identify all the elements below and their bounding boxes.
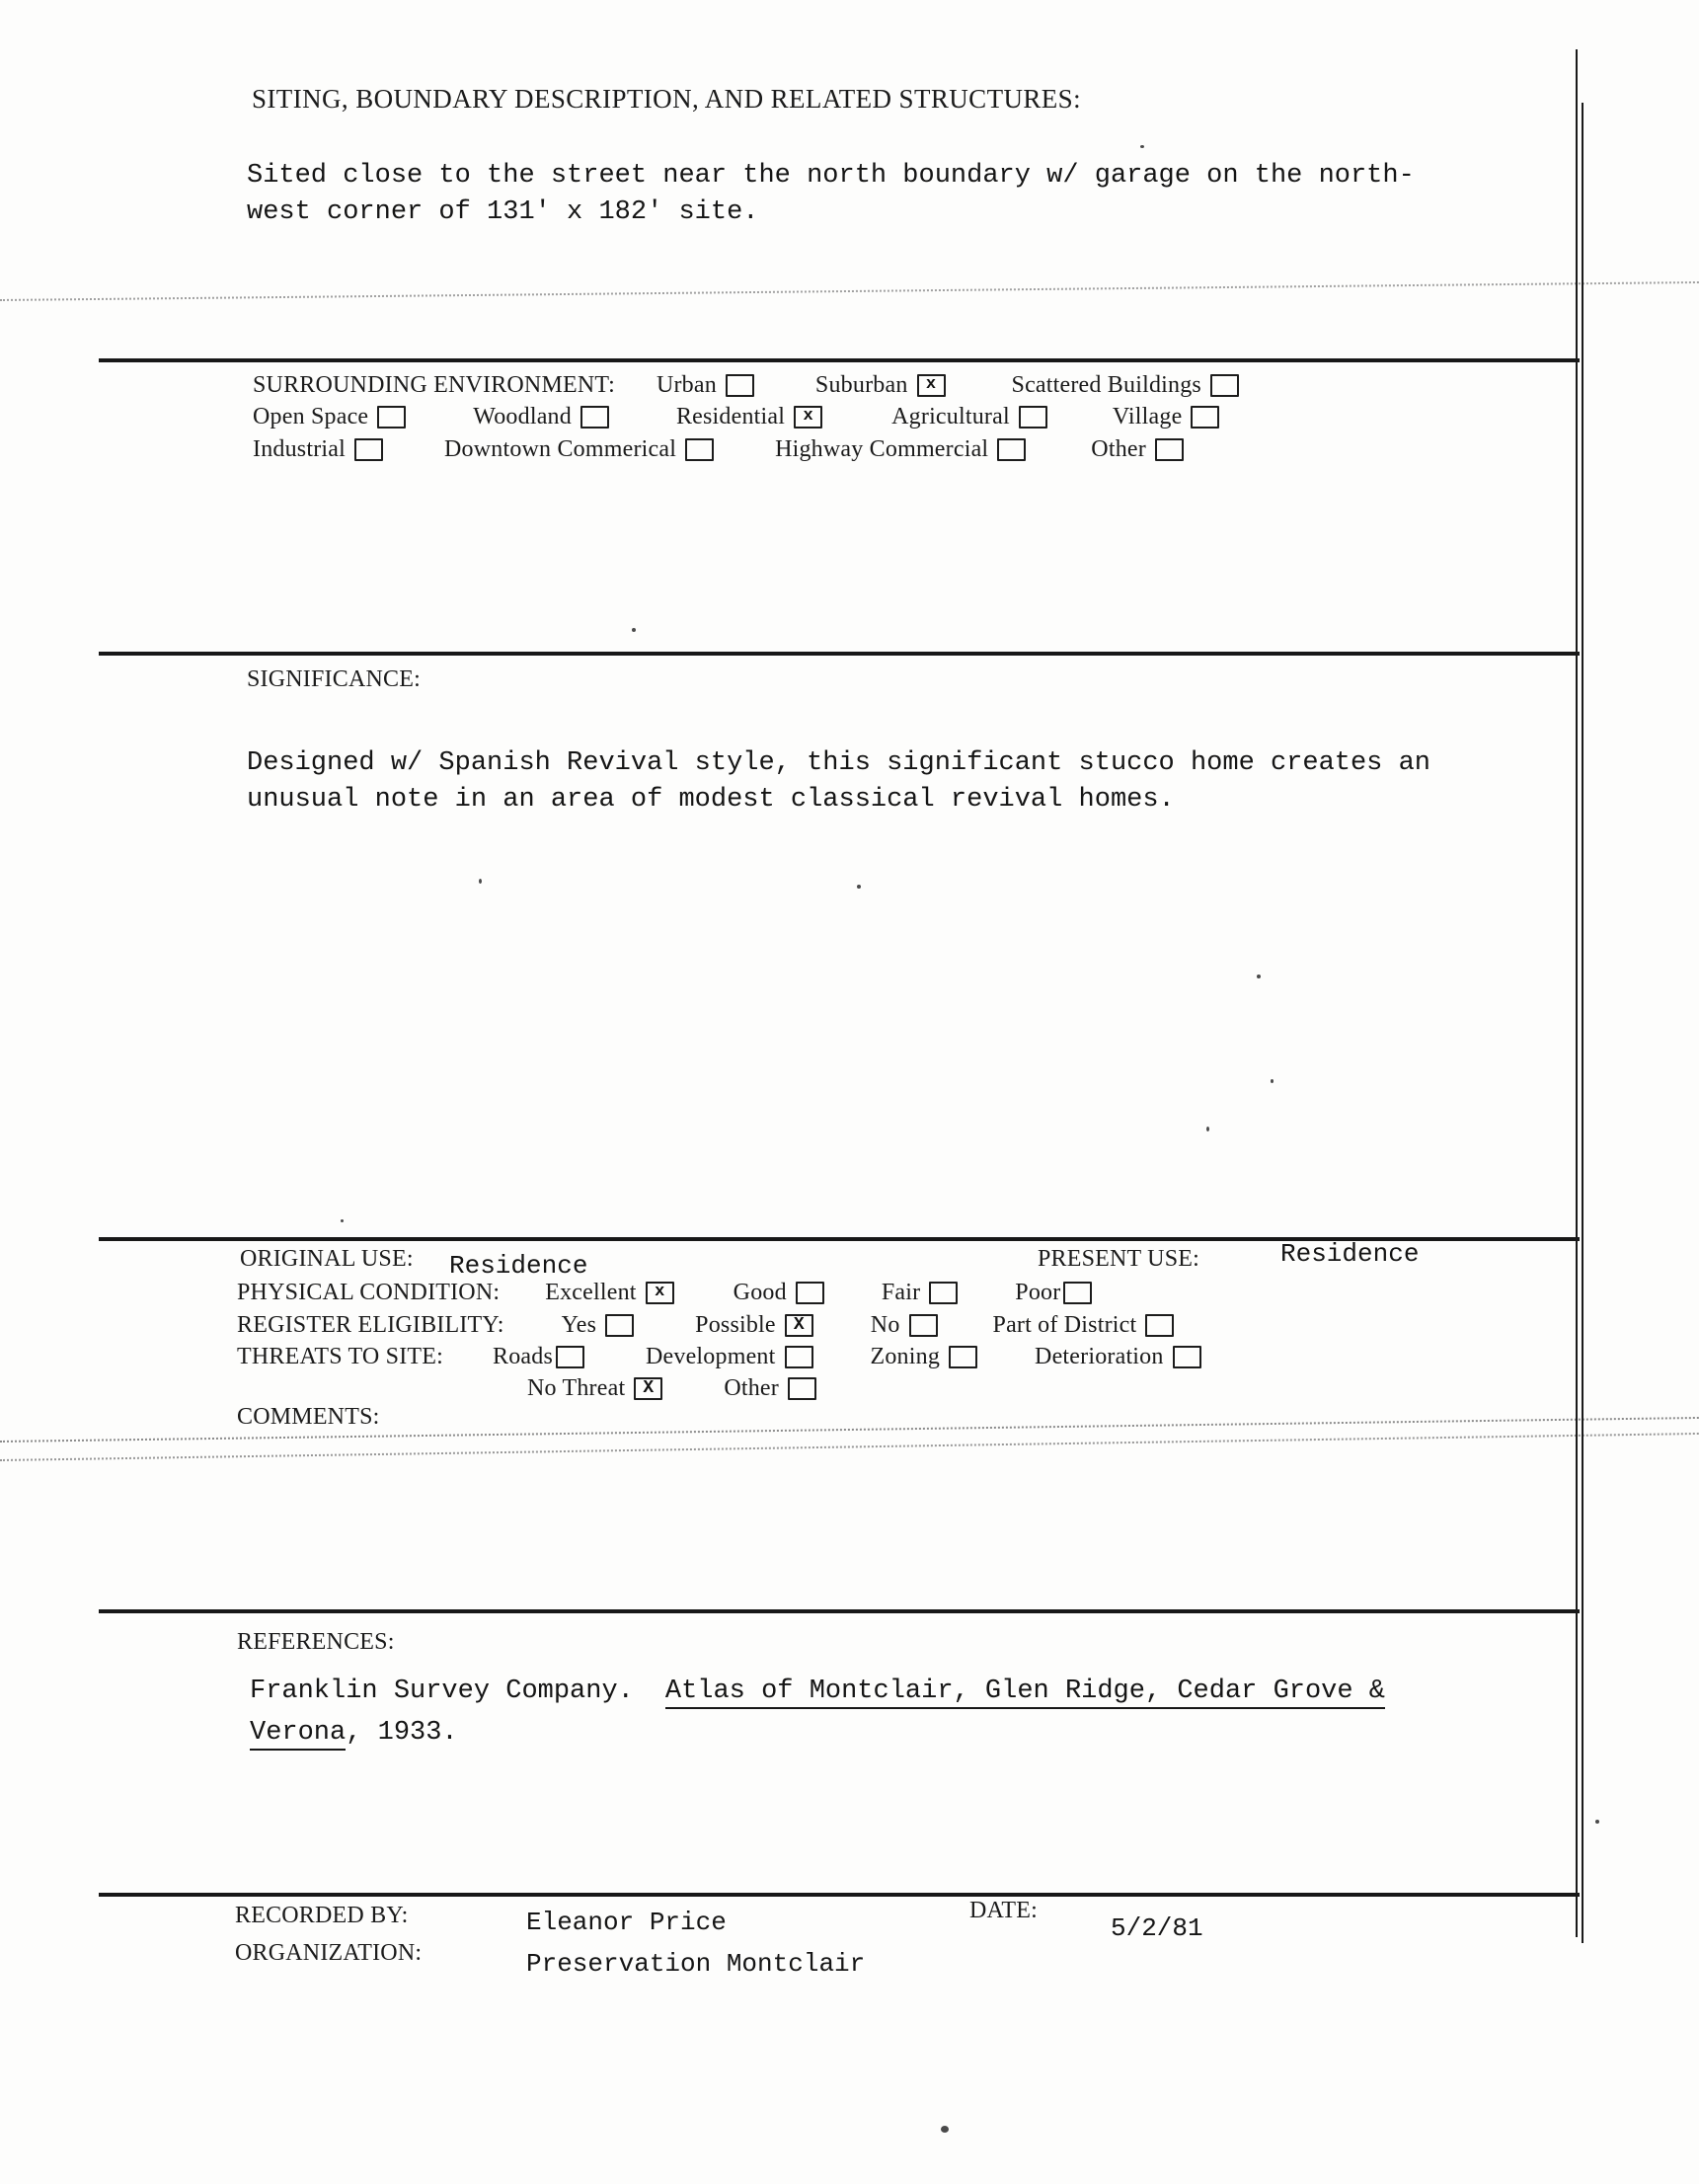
scan-speck [479,879,482,884]
surrounding-environment-row3 [253,434,1184,464]
checkbox-village[interactable] [1191,406,1219,429]
date-value: 5/2/81 [1111,1913,1203,1943]
option-woodland-label: Woodland [473,403,572,429]
checkbox-suburban[interactable]: x [917,374,946,397]
option-residential [676,404,822,430]
checkbox-highway-commercial[interactable] [997,438,1026,461]
recorded-by-label: RECORDED BY: [235,1903,409,1928]
option-zoning [871,1344,978,1370]
surrounding-environment-row1 [253,370,1239,400]
option-roads [493,1344,584,1370]
scan-speck [857,885,861,889]
reference-author: Franklin Survey Company. [250,1677,634,1706]
option-good [734,1280,824,1306]
use-row [0,1239,1580,1282]
option-development [646,1344,813,1370]
reference-year: , 1933. [346,1718,458,1748]
option-excellent-label: Excellent [545,1279,637,1305]
scan-speck [341,1219,344,1222]
scan-speck [632,628,636,632]
section-divider [99,652,1580,656]
option-industrial [253,436,383,463]
option-no-label: No [870,1311,900,1338]
checkbox-industrial[interactable] [354,438,383,461]
option-deterioration-label: Deterioration [1035,1343,1164,1369]
threats-label: THREATS TO SITE: [237,1343,443,1369]
option-possible [695,1312,813,1339]
option-open-space [253,404,406,430]
significance-line2: unusual note in an area of modest classical revival homes. [247,785,1175,815]
reference-title-part2: Verona [250,1718,346,1751]
scan-speck [1271,1079,1274,1083]
scan-artifact-line [0,281,1699,301]
checkbox-fair[interactable] [929,1282,958,1304]
checkbox-downtown-commercial[interactable] [685,438,714,461]
scan-speck [1206,1127,1209,1131]
option-part-of-district [993,1312,1175,1339]
siting-description [247,158,1415,231]
option-yes [562,1312,635,1339]
option-development-label: Development [646,1343,776,1369]
option-agricultural [891,404,1047,430]
surrounding-environment-row2 [253,402,1219,431]
register-eligibility-label: REGISTER ELIGIBILITY: [237,1311,504,1338]
present-use-value: Residence [1280,1239,1420,1269]
option-environment-other-label: Other [1091,435,1146,462]
checkbox-part-of-district[interactable] [1145,1314,1174,1337]
surrounding-environment-label: SURROUNDING ENVIRONMENT: [253,371,615,398]
option-zoning-label: Zoning [870,1343,941,1369]
organization-value: Preservation Montclair [526,1949,866,1979]
checkbox-residential[interactable]: x [794,406,822,429]
option-residential-label: Residential [675,403,786,429]
option-suburban-label: Suburban [814,371,908,398]
option-no [871,1312,938,1339]
scan-speck [1257,975,1261,978]
siting-description-line2: west corner of 131' x 182' site. [247,197,759,227]
scan-speck [941,2126,949,2133]
significance-line1: Designed w/ Spanish Revival style, this significant stucco home creates an [247,748,1430,778]
option-excellent [545,1280,673,1306]
checkbox-yes[interactable] [605,1314,634,1337]
checkbox-no-threat[interactable]: X [634,1377,662,1400]
option-no-threat [527,1375,662,1402]
option-fair [882,1280,958,1306]
option-part-of-district-label: Part of District [992,1311,1137,1338]
checkbox-deterioration[interactable] [1173,1346,1201,1368]
option-yes-label: Yes [561,1311,597,1338]
references-label: REFERENCES: [237,1629,395,1655]
checkbox-roads[interactable] [556,1346,584,1368]
checkbox-agricultural[interactable] [1019,406,1047,429]
option-threat-other-label: Other [724,1374,779,1401]
recorded-by-value: Eleanor Price [526,1908,727,1937]
option-downtown-commercial-label: Downtown Commerical [443,435,677,462]
date-label: DATE: [969,1898,1038,1923]
checkbox-environment-other[interactable] [1155,438,1184,461]
option-scattered-buildings-label: Scattered Buildings [1011,371,1201,398]
option-highway-commercial-label: Highway Commercial [775,435,989,462]
option-open-space-label: Open Space [253,403,369,429]
checkbox-possible[interactable]: X [785,1314,813,1337]
section-divider [99,358,1580,362]
option-industrial-label: Industrial [253,435,346,462]
checkbox-excellent[interactable]: x [646,1282,674,1304]
option-possible-label: Possible [695,1311,776,1338]
option-village [1113,404,1220,430]
option-good-label: Good [733,1279,787,1305]
option-urban-label: Urban [656,371,717,398]
significance-label: SIGNIFICANCE: [247,666,421,692]
threats-row2 [527,1373,816,1403]
organization-label: ORGANIZATION: [235,1940,423,1966]
checkbox-good[interactable] [796,1282,824,1304]
physical-condition-row [237,1278,1092,1307]
option-village-label: Village [1112,403,1183,429]
option-deterioration [1035,1344,1201,1370]
option-highway-commercial [775,436,1026,463]
checkbox-no[interactable] [909,1314,938,1337]
checkbox-zoning[interactable] [949,1346,977,1368]
section-divider [99,1609,1580,1613]
page-edge-line [1576,49,1578,1937]
checkbox-woodland[interactable] [580,406,609,429]
page-edge-line [1582,103,1583,1943]
checkbox-poor[interactable] [1063,1282,1092,1304]
option-fair-label: Fair [881,1279,921,1305]
option-threat-other [724,1375,816,1402]
section-divider [99,1893,1580,1897]
option-poor [1015,1280,1092,1306]
reference-citation-line2 [250,1712,458,1754]
checkbox-development[interactable] [785,1346,813,1368]
option-downtown-commercial [444,436,714,463]
reference-title-part1: Atlas of Montclair, Glen Ridge, Cedar Grove & [665,1677,1385,1709]
comments-label: COMMENTS: [237,1404,380,1430]
option-environment-other [1091,436,1184,463]
scan-speck [1595,1820,1599,1824]
physical-condition-label: PHYSICAL CONDITION: [237,1279,501,1305]
significance-text [247,745,1430,819]
reference-citation-line1 [250,1671,1385,1712]
option-roads-label: Roads [493,1343,553,1369]
siting-section-heading: SITING, BOUNDARY DESCRIPTION, AND RELATED STRUCTURES: [252,84,1081,114]
original-use-value: Residence [449,1251,588,1281]
scan-speck [1140,145,1144,148]
present-use-label: PRESENT USE: [1038,1246,1199,1272]
original-use-label: ORIGINAL USE: [240,1246,414,1272]
checkbox-scattered-buildings[interactable] [1210,374,1239,397]
checkbox-threat-other[interactable] [788,1377,816,1400]
option-poor-label: Poor [1015,1279,1061,1305]
option-no-threat-label: No Threat [527,1374,626,1401]
option-urban [656,372,754,399]
register-eligibility-row [237,1310,1174,1340]
threats-row1 [237,1342,1201,1371]
option-suburban [815,372,946,399]
siting-description-line1: Sited close to the street near the north boundary w/ garage on the north- [247,161,1415,191]
option-woodland [473,404,609,430]
checkbox-open-space[interactable] [377,406,406,429]
checkbox-urban[interactable] [726,374,754,397]
option-agricultural-label: Agricultural [891,403,1010,429]
option-scattered-buildings [1012,372,1239,399]
